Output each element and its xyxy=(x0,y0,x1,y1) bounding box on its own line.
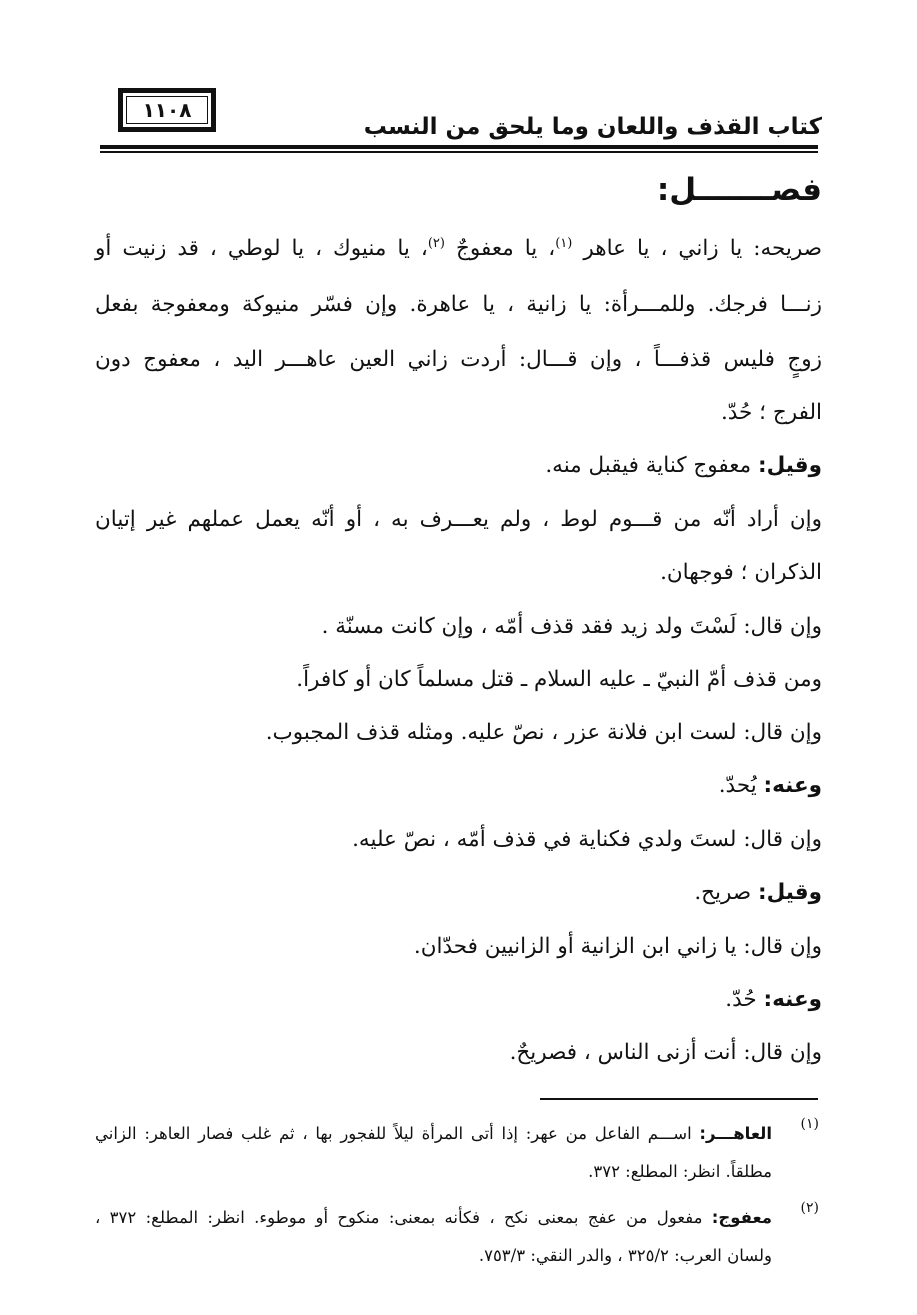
running-title: كتاب القذف واللعان وما يلحق من النسب xyxy=(358,114,822,140)
section-heading: فصـــــــل: xyxy=(656,172,822,208)
body-line-10: وإن قال: لست ابن فلانة عزر ، نصّ عليه. ومثله قذف المجبوب. xyxy=(265,720,822,745)
body-line-7: الذكران ؛ فوجهان. xyxy=(660,560,822,585)
text-segment: حُدّ. xyxy=(725,987,764,1012)
footnote-text: مفعول من عفج بمعنى نكح ، فكأنه بمعنى: منكوح أو موطوء. انظر: المطلع: ٣٧٢ ، xyxy=(95,1208,712,1227)
body-line-2: زنـــا فرجك. وللمـــرأة: يا زانية ، يا عاهرة. وإن فسّر منيوكة ومعفوجة بفعل xyxy=(95,292,822,317)
footnote-separator xyxy=(540,1098,818,1100)
body-line-16: وإن قال: أنت أزنى الناس ، فصريحٌ. xyxy=(509,1040,822,1065)
footnote-1-line-2: مطلقاً. انظر: المطلع: ٣٧٢. xyxy=(588,1162,772,1181)
footnote-number-2: (٢) xyxy=(800,1200,819,1216)
label-anhu: وعنه: xyxy=(763,987,822,1012)
footnote-term: معفوج: xyxy=(711,1208,772,1227)
text-segment: يُحدّ. xyxy=(718,773,764,798)
footnote-ref-2[interactable]: (٢) xyxy=(427,235,445,251)
body-line-13 xyxy=(694,878,822,908)
footnote-2-line-2: ولسان العرب: ٣٢٥/٢ ، والدر النقي: ٧٥٣/٣. xyxy=(478,1246,772,1265)
body-line-3: زوجٍ فليس قذفـــاً ، وإن قـــال: أردت زاني العين عاهـــر اليد ، معفوج دون xyxy=(95,347,822,372)
label-anhu: وعنه: xyxy=(763,773,822,798)
body-line-14: وإن قال: يا زاني ابن الزانية أو الزانيين فحدّان. xyxy=(413,934,822,959)
page-number: ١١٠٨ xyxy=(126,96,208,124)
body-line-5 xyxy=(545,451,822,481)
text-segment: صريحه: يا زاني ، يا عاهر xyxy=(572,236,822,261)
text-segment: ، يا منيوك ، يا لوطي ، قد زنيت أو xyxy=(95,236,428,261)
body-line-8: وإن قال: لَسْتَ ولد زيد فقد قذف أمّه ، وإن كانت مسنّة . xyxy=(321,614,822,639)
label-qila: وقيل: xyxy=(757,880,822,905)
body-line-4: الفرج ؛ حُدّ. xyxy=(720,400,822,425)
footnote-ref-1[interactable]: (١) xyxy=(555,235,573,251)
body-line-1 xyxy=(95,234,822,264)
label-qila: وقيل: xyxy=(757,453,822,478)
body-line-9: ومن قذف أمّ النبيّ ـ عليه السلام ـ قتل مسلماً كان أو كافراً. xyxy=(296,667,822,692)
header-rule-thin xyxy=(100,151,818,153)
body-line-15 xyxy=(725,985,822,1015)
text-segment: ، يا معفوجٌ xyxy=(444,236,556,261)
footnote-2-line-1 xyxy=(95,1206,772,1230)
body-line-11 xyxy=(719,771,822,801)
header-rule-thick xyxy=(100,145,818,149)
text-segment: صريح. xyxy=(694,880,758,905)
footnote-term: العاهـــر: xyxy=(699,1124,772,1143)
footnote-number-1: (١) xyxy=(800,1116,819,1132)
body-line-6: وإن أراد أنّه من قـــوم لوط ، ولم يعـــرف به ، أو أنّه يعمل عملهم غير إتيان xyxy=(95,507,822,532)
body-line-12: وإن قال: لستَ ولدي فكناية في قذف أمّه ، نصّ عليه. xyxy=(352,827,822,852)
text-segment: معفوج كناية فيقبل منه. xyxy=(545,453,758,478)
footnote-1-line-1 xyxy=(95,1122,772,1146)
footnote-text: اســـم الفاعل من عهر: إذا أتى المرأة ليلاً للفجور بها ، ثم غلب فصار العاهر: الزاني xyxy=(95,1124,700,1143)
page-number-box xyxy=(118,88,216,132)
